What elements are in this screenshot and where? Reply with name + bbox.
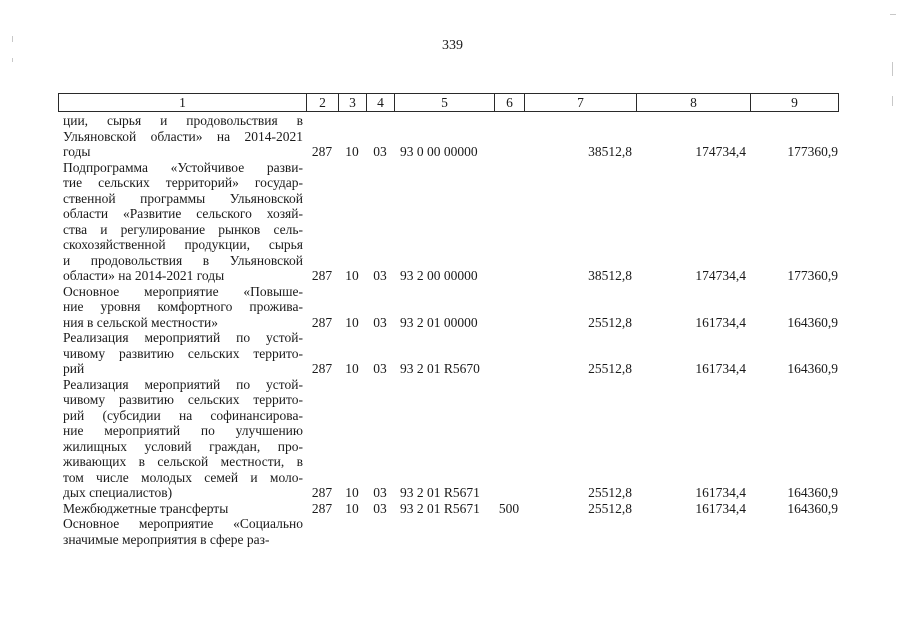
cell-c8: 161734,4 [695, 361, 746, 376]
row-description [63, 113, 303, 160]
cell-c5: 93 2 00 00000 [400, 268, 478, 283]
description-line: Реализация мероприятий по устой- [63, 330, 303, 345]
cell-c2: 287 [311, 144, 333, 159]
description-line: Реализация мероприятий по устой- [63, 376, 303, 392]
cell-c5: 93 2 01 R5670 [400, 361, 480, 376]
description-line: Основное мероприятие «Повыше- [63, 283, 303, 299]
cell-c3: 10 [345, 268, 359, 283]
description-line: живающих в сельской местности, в [63, 454, 303, 469]
description-line: ственной программы Ульяновской [63, 190, 303, 206]
page-number: 339 [442, 38, 463, 53]
scan-speck [12, 36, 13, 42]
header-col-3: 3 [339, 94, 367, 112]
cell-c9: 164360,9 [787, 500, 838, 516]
cell-c9: 164360,9 [787, 361, 838, 376]
cell-c3: 10 [345, 314, 359, 330]
table-row [0, 330, 905, 377]
description-line: значимые мероприятия в сфере раз- [63, 531, 270, 547]
description-line: Основное мероприятие «Социально [63, 516, 303, 531]
table-row [0, 516, 905, 547]
cell-c9: 164360,9 [787, 485, 838, 500]
description-line: Ульяновской области» на 2014-2021 [63, 128, 303, 144]
cell-c8: 174734,4 [695, 144, 746, 159]
description-line: чивому развитию сельских террито- [63, 345, 303, 361]
cell-c7: 38512,8 [588, 268, 632, 283]
description-line: дых специалистов) [63, 485, 173, 500]
cell-c7: 25512,8 [588, 500, 632, 516]
cell-c4: 03 [373, 268, 387, 283]
row-description [63, 501, 303, 517]
cell-c5: 93 0 00 00000 [400, 144, 478, 159]
cell-c7: 25512,8 [588, 361, 632, 376]
description-line: Подпрограмма «Устойчивое разви- [63, 159, 303, 175]
cell-c2: 287 [311, 314, 333, 330]
description-line: и продовольствия в Ульяновской [63, 252, 303, 268]
cell-c8: 161734,4 [695, 500, 746, 516]
description-line: ции, сырья и продовольствия в [63, 113, 303, 128]
cell-c9: 177360,9 [787, 268, 838, 283]
scan-speck [12, 58, 13, 62]
header-col-6: 6 [495, 94, 525, 112]
header-col-1: 1 [59, 94, 307, 112]
description-line: рий [63, 361, 85, 376]
header-col-5: 5 [395, 94, 495, 112]
cell-c4: 03 [373, 314, 387, 330]
header-col-8: 8 [637, 94, 751, 112]
cell-c5: 93 2 01 00000 [400, 314, 478, 330]
description-line: жилищных условий граждан, про- [63, 438, 303, 454]
cell-c7: 25512,8 [588, 485, 632, 500]
table-row [0, 160, 905, 284]
description-line: том числе молодых семей и моло- [63, 469, 303, 485]
cell-c5: 93 2 01 R5671 [400, 485, 480, 500]
scan-speck [892, 96, 893, 106]
row-description [63, 160, 303, 284]
description-line: ства и регулирование рынков сель- [63, 221, 303, 237]
table-row [0, 501, 905, 517]
cell-c2: 287 [311, 361, 333, 376]
cell-c3: 10 [345, 485, 359, 500]
row-description [63, 516, 303, 547]
table-row [0, 284, 905, 331]
row-description [63, 284, 303, 331]
description-line: рий (субсидии на софинансирова- [63, 407, 303, 423]
description-line: годы [63, 144, 91, 159]
description-line: ние уровня комфортного прожива- [63, 299, 303, 314]
cell-c2: 287 [311, 500, 333, 516]
scan-speck [890, 14, 896, 15]
scan-speck [892, 62, 893, 76]
table-row [0, 377, 905, 501]
description-line: чивому развитию сельских террито- [63, 392, 303, 407]
cell-c7: 25512,8 [588, 314, 632, 330]
cell-c9: 164360,9 [787, 314, 838, 330]
description-line: тие сельских территорий» государ- [63, 175, 303, 190]
row-description [63, 377, 303, 501]
cell-c4: 03 [373, 500, 387, 516]
cell-c2: 287 [311, 485, 333, 500]
description-line: области «Развитие сельского хозяй- [63, 206, 303, 221]
cell-c4: 03 [373, 361, 387, 376]
row-description [63, 330, 303, 377]
description-line: скохозяйственной продукции, сырья [63, 237, 303, 252]
header-col-9: 9 [751, 94, 839, 112]
cell-c4: 03 [373, 144, 387, 159]
cell-c2: 287 [311, 268, 333, 283]
cell-c3: 10 [345, 500, 359, 516]
cell-c8: 174734,4 [695, 268, 746, 283]
cell-c4: 03 [373, 485, 387, 500]
header-col-7: 7 [525, 94, 637, 112]
description-line: Межбюджетные трансферты [63, 500, 229, 516]
table-header [58, 93, 839, 112]
description-line: ние мероприятий по улучшению [63, 423, 303, 438]
header-col-4: 4 [367, 94, 395, 112]
cell-c8: 161734,4 [695, 485, 746, 500]
cell-c3: 10 [345, 144, 359, 159]
cell-c9: 177360,9 [787, 144, 838, 159]
description-line: ния в сельской местности» [63, 314, 218, 330]
cell-c7: 38512,8 [588, 144, 632, 159]
cell-c5: 93 2 01 R5671 [400, 500, 480, 516]
cell-c3: 10 [345, 361, 359, 376]
header-col-2: 2 [307, 94, 339, 112]
cell-c6: 500 [498, 500, 520, 516]
cell-c8: 161734,4 [695, 314, 746, 330]
description-line: области» на 2014-2021 годы [63, 268, 225, 283]
table-row [0, 113, 905, 160]
